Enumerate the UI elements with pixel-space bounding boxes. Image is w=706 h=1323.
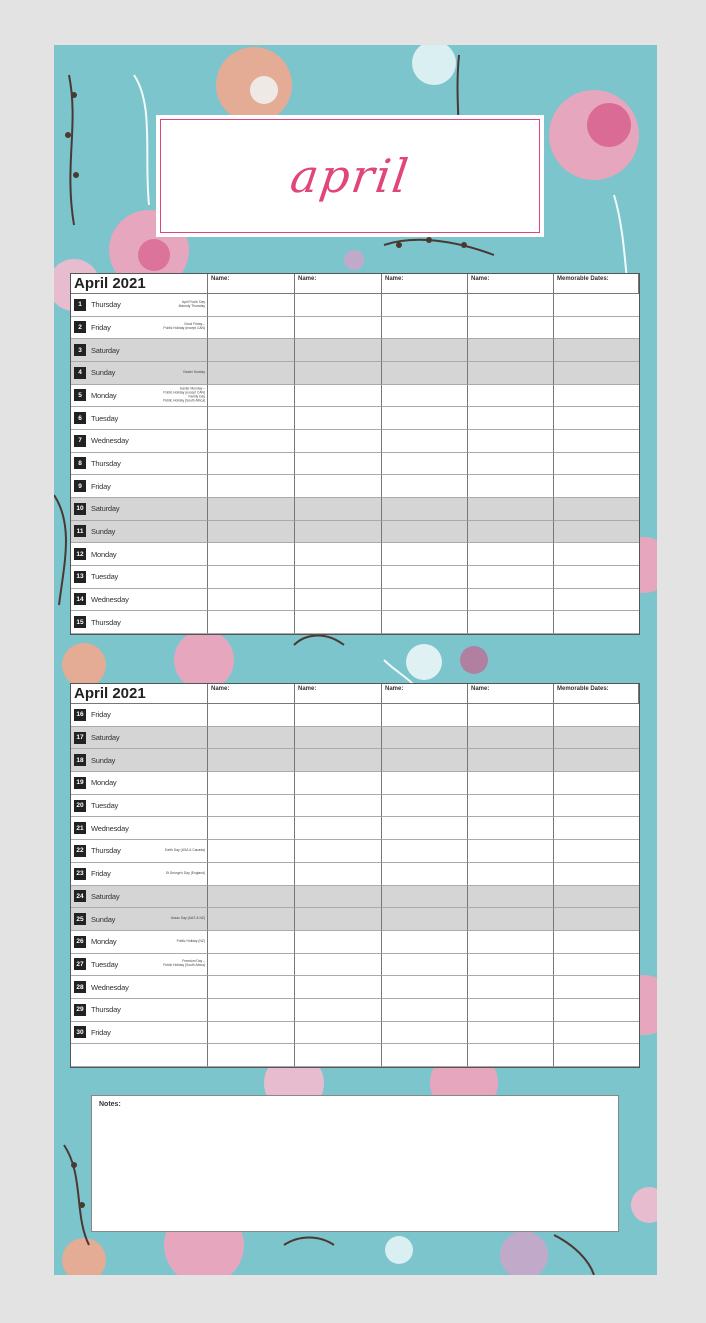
day-cell (71, 589, 208, 612)
entry-cell[interactable] (295, 407, 382, 430)
entry-cell[interactable] (382, 339, 468, 362)
entry-cell[interactable] (208, 817, 295, 840)
entry-cell[interactable] (554, 611, 639, 634)
entry-cell[interactable] (382, 362, 468, 385)
day-name: Tuesday (91, 413, 119, 423)
entry-cell[interactable] (295, 611, 382, 634)
entry-cell[interactable] (382, 999, 468, 1022)
day-cell (71, 727, 208, 750)
day-cell (71, 521, 208, 544)
entry-cell[interactable] (208, 976, 295, 999)
entry-cell[interactable] (295, 589, 382, 612)
day-name: Wednesday (91, 436, 129, 446)
entry-cell[interactable] (554, 407, 639, 430)
entry-cell[interactable] (468, 475, 554, 498)
entry-cell[interactable] (208, 362, 295, 385)
day-cell (71, 999, 208, 1022)
day-number: 19 (74, 777, 86, 789)
day-cell (71, 385, 208, 408)
column-header: Memorable Dates: (554, 274, 639, 294)
day-number: 5 (74, 389, 86, 401)
calendar-page (54, 45, 657, 1275)
day-cell (71, 543, 208, 566)
day-cell (71, 772, 208, 795)
entry-cell[interactable] (468, 566, 554, 589)
day-name: Wednesday (91, 823, 129, 833)
entry-cell[interactable] (382, 976, 468, 999)
entry-cell[interactable] (295, 543, 382, 566)
day-name: Monday (91, 937, 117, 947)
entry-cell[interactable] (208, 430, 295, 453)
day-name: Thursday (91, 300, 121, 310)
holiday-note: Earth Day (USA & Canada) (165, 848, 205, 853)
entry-cell[interactable] (554, 521, 639, 544)
entry-cell[interactable] (208, 294, 295, 317)
holiday-note: Easter Sunday (183, 369, 205, 374)
entry-cell[interactable] (208, 407, 295, 430)
day-name: Sunday (91, 526, 116, 536)
entry-cell[interactable] (554, 727, 639, 750)
entry-cell[interactable] (554, 817, 639, 840)
day-cell (71, 430, 208, 453)
entry-cell[interactable] (382, 453, 468, 476)
day-number: 24 (74, 890, 86, 902)
entry-cell[interactable] (382, 407, 468, 430)
day-name: Saturday (91, 891, 120, 901)
day-cell (71, 863, 208, 886)
entry-cell[interactable] (554, 704, 639, 727)
entry-cell[interactable] (295, 886, 382, 909)
entry-cell[interactable] (554, 999, 639, 1022)
entry-cell[interactable] (468, 886, 554, 909)
day-number: 13 (74, 571, 86, 583)
entry-cell[interactable] (208, 954, 295, 977)
entry-cell[interactable] (554, 294, 639, 317)
entry-cell[interactable] (468, 863, 554, 886)
day-name: Saturday (91, 733, 120, 743)
day-number: 16 (74, 709, 86, 721)
day-number: 22 (74, 845, 86, 857)
day-number: 18 (74, 754, 86, 766)
holiday-note: Freedom Day – Public Holiday (South Africa) (163, 959, 205, 968)
notes-label: Notes: (99, 1101, 121, 1108)
holiday-note: Anzac Day (AUS & NZ) (170, 916, 205, 921)
entry-cell[interactable] (382, 727, 468, 750)
day-cell (71, 840, 208, 863)
entry-cell[interactable] (554, 385, 639, 408)
day-number: 10 (74, 503, 86, 515)
entry-cell[interactable] (554, 954, 639, 977)
day-cell (71, 453, 208, 476)
day-number: 30 (74, 1026, 86, 1038)
entry-cell[interactable] (208, 611, 295, 634)
entry-cell[interactable] (382, 385, 468, 408)
day-name: Friday (91, 481, 111, 491)
column-header: Name: (468, 274, 554, 294)
entry-cell[interactable] (208, 749, 295, 772)
entry-cell[interactable] (208, 704, 295, 727)
entry-cell[interactable] (208, 772, 295, 795)
entry-cell[interactable] (208, 908, 295, 931)
entry-cell[interactable] (468, 317, 554, 340)
day-number: 14 (74, 593, 86, 605)
entry-cell[interactable] (468, 727, 554, 750)
day-name: Saturday (91, 504, 120, 514)
entry-cell[interactable] (295, 498, 382, 521)
month-title-frame (160, 119, 540, 233)
entry-cell[interactable] (382, 1044, 468, 1067)
entry-cell[interactable] (208, 999, 295, 1022)
column-header: Name: (295, 274, 382, 294)
day-number: 7 (74, 435, 86, 447)
entry-cell[interactable] (554, 1022, 639, 1045)
entry-cell[interactable] (554, 886, 639, 909)
entry-cell[interactable] (554, 840, 639, 863)
day-name: Wednesday (91, 982, 129, 992)
entry-cell[interactable] (208, 475, 295, 498)
entry-cell[interactable] (295, 1044, 382, 1067)
entry-cell[interactable] (554, 475, 639, 498)
entry-cell[interactable] (208, 1044, 295, 1067)
day-number: 28 (74, 981, 86, 993)
day-cell (71, 1022, 208, 1045)
entry-cell[interactable] (554, 772, 639, 795)
entry-cell[interactable] (468, 772, 554, 795)
entry-cell[interactable] (468, 976, 554, 999)
entry-cell[interactable] (468, 362, 554, 385)
entry-cell[interactable] (554, 976, 639, 999)
day-number: 15 (74, 616, 86, 628)
entry-cell[interactable] (554, 317, 639, 340)
day-cell (71, 704, 208, 727)
entry-cell[interactable] (382, 863, 468, 886)
day-name: Friday (91, 322, 111, 332)
entry-cell[interactable] (468, 840, 554, 863)
day-name: Tuesday (91, 959, 119, 969)
entry-cell[interactable] (468, 999, 554, 1022)
entry-cell[interactable] (295, 475, 382, 498)
column-header: Memorable Dates: (554, 684, 639, 704)
entry-cell[interactable] (468, 498, 554, 521)
entry-cell[interactable] (554, 863, 639, 886)
entry-cell[interactable] (554, 908, 639, 931)
entry-cell[interactable] (295, 294, 382, 317)
entry-cell[interactable] (382, 498, 468, 521)
entry-cell[interactable] (208, 566, 295, 589)
entry-cell[interactable] (554, 931, 639, 954)
entry-cell[interactable] (554, 430, 639, 453)
entry-cell[interactable] (382, 749, 468, 772)
day-name: Sunday (91, 914, 116, 924)
entry-cell[interactable] (554, 566, 639, 589)
day-number: 8 (74, 457, 86, 469)
entry-cell[interactable] (468, 385, 554, 408)
day-cell (71, 498, 208, 521)
entry-cell[interactable] (208, 543, 295, 566)
entry-cell[interactable] (382, 886, 468, 909)
day-cell (71, 976, 208, 999)
holiday-note: April Fools' Day Maundy Thursday (178, 300, 205, 308)
day-number: 26 (74, 936, 86, 948)
day-number: 17 (74, 732, 86, 744)
day-cell (71, 1044, 208, 1067)
day-number: 11 (74, 525, 86, 537)
entry-cell[interactable] (554, 339, 639, 362)
entry-cell[interactable] (468, 1022, 554, 1045)
day-name: Friday (91, 1027, 111, 1037)
day-cell (71, 817, 208, 840)
entry-cell[interactable] (208, 339, 295, 362)
entry-cell[interactable] (554, 543, 639, 566)
day-number: 21 (74, 822, 86, 834)
entry-cell[interactable] (295, 817, 382, 840)
entry-cell[interactable] (208, 385, 295, 408)
column-header: Name: (208, 684, 295, 704)
day-number: 3 (74, 344, 86, 356)
day-name: Monday (91, 778, 117, 788)
day-cell (71, 407, 208, 430)
entry-cell[interactable] (295, 339, 382, 362)
table-title: April 2021 (71, 274, 208, 294)
entry-cell[interactable] (382, 795, 468, 818)
entry-cell[interactable] (208, 795, 295, 818)
column-header: Name: (382, 684, 468, 704)
entry-cell[interactable] (295, 908, 382, 931)
entry-cell[interactable] (295, 931, 382, 954)
entry-cell[interactable] (295, 863, 382, 886)
day-number: 2 (74, 321, 86, 333)
entry-cell[interactable] (295, 1022, 382, 1045)
entry-cell[interactable] (554, 795, 639, 818)
entry-cell[interactable] (208, 453, 295, 476)
holiday-note: Good Friday – Public Holiday (except CAN) (163, 322, 205, 331)
day-number: 25 (74, 913, 86, 925)
entry-cell[interactable] (208, 840, 295, 863)
day-cell (71, 908, 208, 931)
column-header: Name: (382, 274, 468, 294)
entry-cell[interactable] (382, 908, 468, 931)
day-name: Monday (91, 390, 117, 400)
entry-cell[interactable] (208, 863, 295, 886)
entry-cell[interactable] (468, 611, 554, 634)
day-name: Sunday (91, 755, 116, 765)
day-number: 23 (74, 868, 86, 880)
entry-cell[interactable] (468, 817, 554, 840)
day-name: Thursday (91, 1005, 121, 1015)
day-number: 6 (74, 412, 86, 424)
day-number: 1 (74, 299, 86, 311)
entry-cell[interactable] (468, 543, 554, 566)
entry-cell[interactable] (208, 521, 295, 544)
day-name: Sunday (91, 368, 116, 378)
day-cell (71, 795, 208, 818)
day-cell (71, 749, 208, 772)
column-header: Name: (468, 684, 554, 704)
entry-cell[interactable] (468, 521, 554, 544)
day-number: 29 (74, 1004, 86, 1016)
entry-cell[interactable] (295, 704, 382, 727)
day-cell (71, 611, 208, 634)
entry-cell[interactable] (208, 589, 295, 612)
entry-cell[interactable] (382, 543, 468, 566)
entry-cell[interactable] (468, 407, 554, 430)
entry-cell[interactable] (382, 566, 468, 589)
day-name: Friday (91, 710, 111, 720)
entry-cell[interactable] (382, 611, 468, 634)
day-cell (71, 475, 208, 498)
notes-box[interactable] (91, 1095, 619, 1232)
entry-cell[interactable] (295, 976, 382, 999)
entry-cell[interactable] (295, 362, 382, 385)
entry-cell[interactable] (382, 840, 468, 863)
day-number: 9 (74, 480, 86, 492)
entry-cell[interactable] (468, 704, 554, 727)
holiday-note: St George's Day (England) (165, 870, 205, 875)
column-header: Name: (295, 684, 382, 704)
entry-cell[interactable] (208, 886, 295, 909)
entry-cell[interactable] (208, 727, 295, 750)
day-name: Monday (91, 549, 117, 559)
entry-cell[interactable] (295, 317, 382, 340)
entry-cell[interactable] (208, 1022, 295, 1045)
entry-cell[interactable] (295, 840, 382, 863)
entry-cell[interactable] (468, 339, 554, 362)
day-number: 12 (74, 548, 86, 560)
calendar-table-1 (70, 273, 640, 635)
entry-cell[interactable] (208, 498, 295, 521)
entry-cell[interactable] (468, 931, 554, 954)
entry-cell[interactable] (554, 589, 639, 612)
entry-cell[interactable] (382, 704, 468, 727)
day-number: 20 (74, 800, 86, 812)
entry-cell[interactable] (295, 795, 382, 818)
entry-cell[interactable] (295, 954, 382, 977)
day-cell (71, 886, 208, 909)
column-header: Name: (208, 274, 295, 294)
entry-cell[interactable] (554, 749, 639, 772)
month-title: april (287, 149, 413, 203)
entry-cell[interactable] (468, 453, 554, 476)
entry-cell[interactable] (295, 727, 382, 750)
month-title-box (156, 115, 544, 237)
holiday-note: Easter Monday – Public Holiday (except CAN) Family Day Public Holiday (South Africa) (163, 386, 205, 403)
entry-cell[interactable] (468, 430, 554, 453)
entry-cell[interactable] (554, 453, 639, 476)
entry-cell[interactable] (382, 931, 468, 954)
entry-cell[interactable] (382, 589, 468, 612)
entry-cell[interactable] (468, 795, 554, 818)
day-name: Friday (91, 869, 111, 879)
entry-cell[interactable] (554, 498, 639, 521)
entry-cell[interactable] (382, 521, 468, 544)
entry-cell[interactable] (382, 294, 468, 317)
calendar-table-2 (70, 683, 640, 1068)
entry-cell[interactable] (468, 954, 554, 977)
entry-cell[interactable] (295, 453, 382, 476)
day-cell (71, 566, 208, 589)
holiday-note: Public Holiday (NZ) (176, 938, 205, 943)
day-cell (71, 954, 208, 977)
entry-cell[interactable] (382, 317, 468, 340)
day-name: Tuesday (91, 572, 119, 582)
day-name: Thursday (91, 846, 121, 856)
entry-cell[interactable] (295, 999, 382, 1022)
entry-cell[interactable] (295, 521, 382, 544)
entry-cell[interactable] (382, 772, 468, 795)
day-cell (71, 931, 208, 954)
day-name: Tuesday (91, 801, 119, 811)
entry-cell[interactable] (295, 385, 382, 408)
entry-cell[interactable] (554, 1044, 639, 1067)
entry-cell[interactable] (295, 430, 382, 453)
entry-cell[interactable] (382, 475, 468, 498)
entry-cell[interactable] (382, 817, 468, 840)
entry-cell[interactable] (208, 931, 295, 954)
day-cell (71, 317, 208, 340)
entry-cell[interactable] (382, 430, 468, 453)
entry-cell[interactable] (295, 772, 382, 795)
day-cell (71, 294, 208, 317)
entry-cell[interactable] (295, 566, 382, 589)
day-cell (71, 362, 208, 385)
day-cell (71, 339, 208, 362)
day-name: Saturday (91, 345, 120, 355)
entry-cell[interactable] (382, 1022, 468, 1045)
entry-cell[interactable] (468, 589, 554, 612)
entry-cell[interactable] (554, 362, 639, 385)
day-number: 4 (74, 367, 86, 379)
table-title: April 2021 (71, 684, 208, 704)
entry-cell[interactable] (208, 317, 295, 340)
entry-cell[interactable] (468, 294, 554, 317)
day-number: 27 (74, 958, 86, 970)
day-name: Thursday (91, 458, 121, 468)
entry-cell[interactable] (295, 749, 382, 772)
entry-cell[interactable] (382, 954, 468, 977)
day-name: Wednesday (91, 594, 129, 604)
entry-cell[interactable] (468, 749, 554, 772)
day-name: Thursday (91, 617, 121, 627)
entry-cell[interactable] (468, 1044, 554, 1067)
entry-cell[interactable] (468, 908, 554, 931)
